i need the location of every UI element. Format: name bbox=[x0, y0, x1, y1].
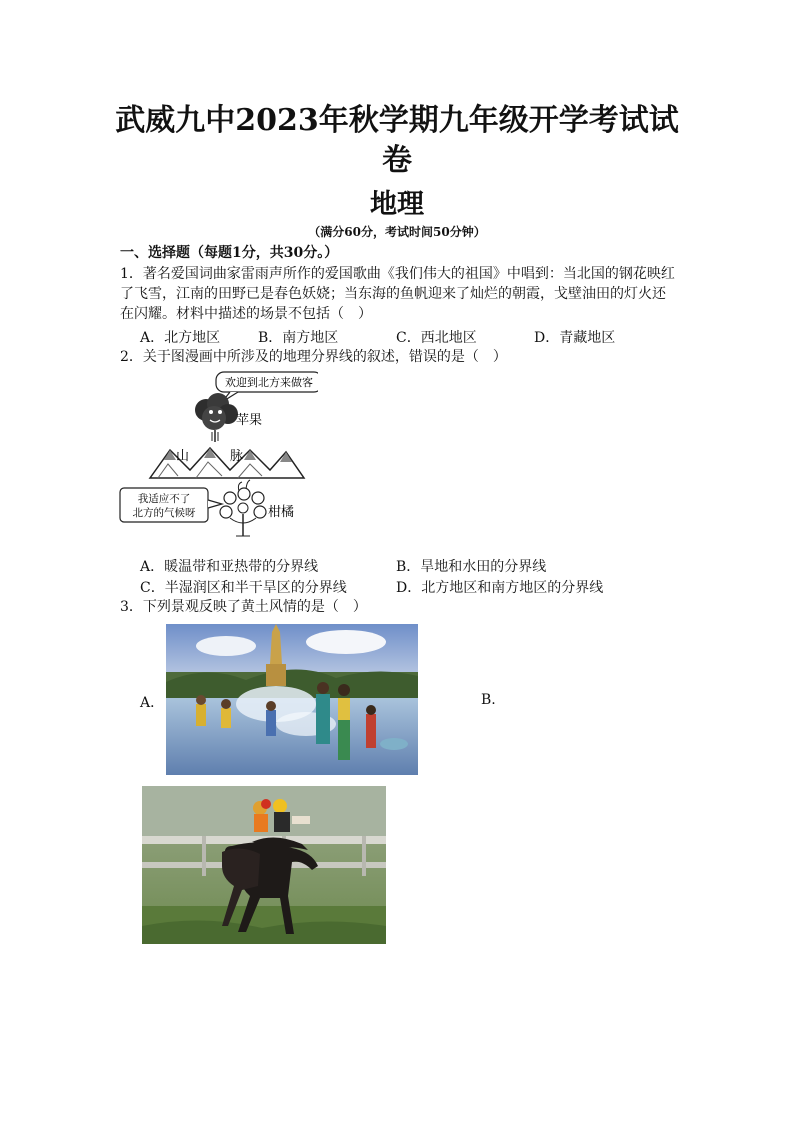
exam-title-line1: 武威九中2023年秋学期九年级开学考试试 bbox=[115, 103, 679, 138]
q1-option-d[interactable]: D．青藏地区 bbox=[534, 330, 616, 346]
q2-option-b[interactable]: B．旱地和水田的分界线 bbox=[396, 559, 547, 575]
q2-option-a[interactable]: A．暖温带和亚热带的分界线 bbox=[140, 559, 319, 575]
q2-option-c[interactable]: C．半湿润区和半干旱区的分界线 bbox=[140, 580, 347, 596]
mountain-range-icon bbox=[150, 448, 304, 478]
water-festival-photo[interactable] bbox=[166, 624, 418, 775]
question-1-text: 1．著名爱国词曲家雷雨声所作的爱国歌曲《我们伟大的祖国》中唱到：当北国的钢花映红了飞雪，江南的田野已是春色妖娆；当东海的鱼帆迎来了灿烂的朝霞，戈壁油田的灯火还在闪耀。材料中描述的场景不包括（ ） bbox=[120, 266, 675, 322]
apple-label: 苹果 bbox=[236, 413, 263, 428]
question-2-text: 2．关于图漫画中所涉及的地理分界线的叙述，错误的是（ ） bbox=[120, 349, 507, 365]
q2-option-d[interactable]: D．北方地区和南方地区的分界线 bbox=[396, 580, 604, 596]
orange-tree-icon bbox=[220, 480, 266, 536]
subject-title: 地理 bbox=[370, 189, 424, 220]
q1-option-c[interactable]: C．西北地区 bbox=[396, 330, 477, 346]
question-3-text: 3．下列景观反映了黄土风情的是（ ） bbox=[120, 599, 367, 615]
q3-option-b-label[interactable]: B. bbox=[481, 692, 496, 708]
q3-option-a-label[interactable]: A． bbox=[140, 695, 165, 711]
q1-option-a[interactable]: A．北方地区 bbox=[140, 330, 221, 346]
cartoon-illustration bbox=[118, 368, 318, 538]
mountain-label-1: 山 bbox=[176, 449, 190, 464]
exam-note: （满分60分，考试时间50分钟） bbox=[308, 225, 486, 239]
bubble-top-text: 欢迎到北方来做客 bbox=[225, 376, 313, 389]
mountain-label-2: 脉 bbox=[230, 449, 244, 464]
exam-title-line2: 卷 bbox=[382, 143, 412, 178]
apple-tree-icon bbox=[195, 393, 238, 442]
section-heading: 一、选择题（每题1分，共30分。） bbox=[120, 245, 339, 261]
horse-racing-photo[interactable] bbox=[142, 786, 386, 944]
q1-option-b[interactable]: B．南方地区 bbox=[258, 330, 339, 346]
bubble-bottom-text-2: 北方的气候呀 bbox=[132, 507, 196, 519]
bubble-bottom-text-1: 我适应不了 bbox=[137, 493, 191, 505]
orange-label: 柑橘 bbox=[268, 505, 295, 520]
